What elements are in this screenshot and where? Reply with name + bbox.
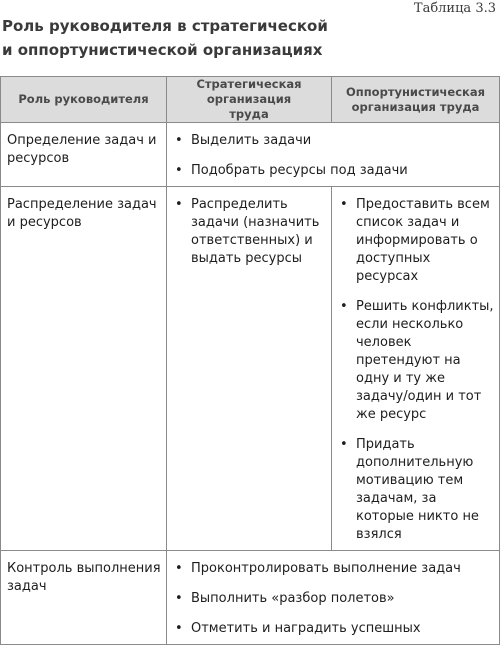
bullet-icon: •	[175, 133, 183, 148]
bullet-icon: •	[175, 197, 183, 212]
distribution-strategic-cell	[167, 187, 332, 551]
title-line-1: Роль руководителя в стратегической	[2, 17, 328, 35]
list-item	[173, 590, 494, 608]
list-item	[338, 436, 494, 544]
list-item	[173, 162, 494, 180]
distribution-strategic-list	[173, 196, 326, 268]
column-header-opportunistic: Оппортунистическая организация труда	[332, 77, 500, 123]
bullet-icon: •	[340, 437, 348, 452]
distribution-opportunistic-cell	[332, 187, 500, 551]
table-row	[1, 551, 500, 645]
comparison-table	[0, 76, 500, 645]
list-item	[173, 620, 494, 638]
list-item-text: Предоставить всем список задач и информировать о доступных ресурсах	[356, 197, 490, 284]
list-item-text: Выполнить «разбор полетов»	[191, 591, 395, 606]
row-label-distribution: Распределение задач и ресурсов	[1, 187, 167, 551]
list-item	[173, 132, 494, 150]
bullet-icon: •	[175, 561, 183, 576]
list-item-text: Решить конфликты, если несколько человек претендуют на одну и ту же задачу/один и тот же ресурс	[356, 299, 494, 422]
distribution-opportunistic-list	[338, 196, 494, 544]
row-label-definition: Определение задач и ресурсов	[1, 123, 167, 187]
table-row	[1, 123, 500, 187]
list-item	[338, 196, 494, 286]
title-line-2: и оппортунистической организациях	[2, 41, 323, 59]
table-number-label: Таблица 3.3	[413, 1, 496, 16]
list-item-text: Подобрать ресурсы под задачи	[191, 163, 408, 178]
bullet-icon: •	[340, 197, 348, 212]
bullet-icon: •	[340, 299, 348, 314]
column-header-strategic: Стратегическая организация труда	[167, 77, 332, 123]
control-action-list	[173, 560, 494, 638]
table-header-row	[1, 77, 500, 123]
bullet-icon: •	[175, 163, 183, 178]
definition-actions-cell	[167, 123, 500, 187]
control-actions-cell	[167, 551, 500, 645]
list-item	[173, 196, 326, 268]
page-title	[2, 14, 328, 62]
list-item	[173, 560, 494, 578]
bullet-icon: •	[175, 621, 183, 636]
list-item-text: Отметить и наградить успешных	[191, 621, 421, 636]
list-item-text: Распределить задачи (назначить ответственных) и выдать ресурсы	[191, 197, 320, 266]
column-header-role: Роль руководителя	[1, 77, 167, 123]
list-item-text: Проконтролировать выполнение задач	[191, 561, 461, 576]
bullet-icon: •	[175, 591, 183, 606]
row-label-control: Контроль выполнения задач	[1, 551, 167, 645]
list-item-text: Выделить задачи	[191, 133, 312, 148]
list-item-text: Придать дополнительную мотивацию тем задачам, за которые никто не взялся	[356, 437, 479, 542]
definition-action-list	[173, 132, 494, 180]
table-row	[1, 187, 500, 551]
list-item	[338, 298, 494, 424]
